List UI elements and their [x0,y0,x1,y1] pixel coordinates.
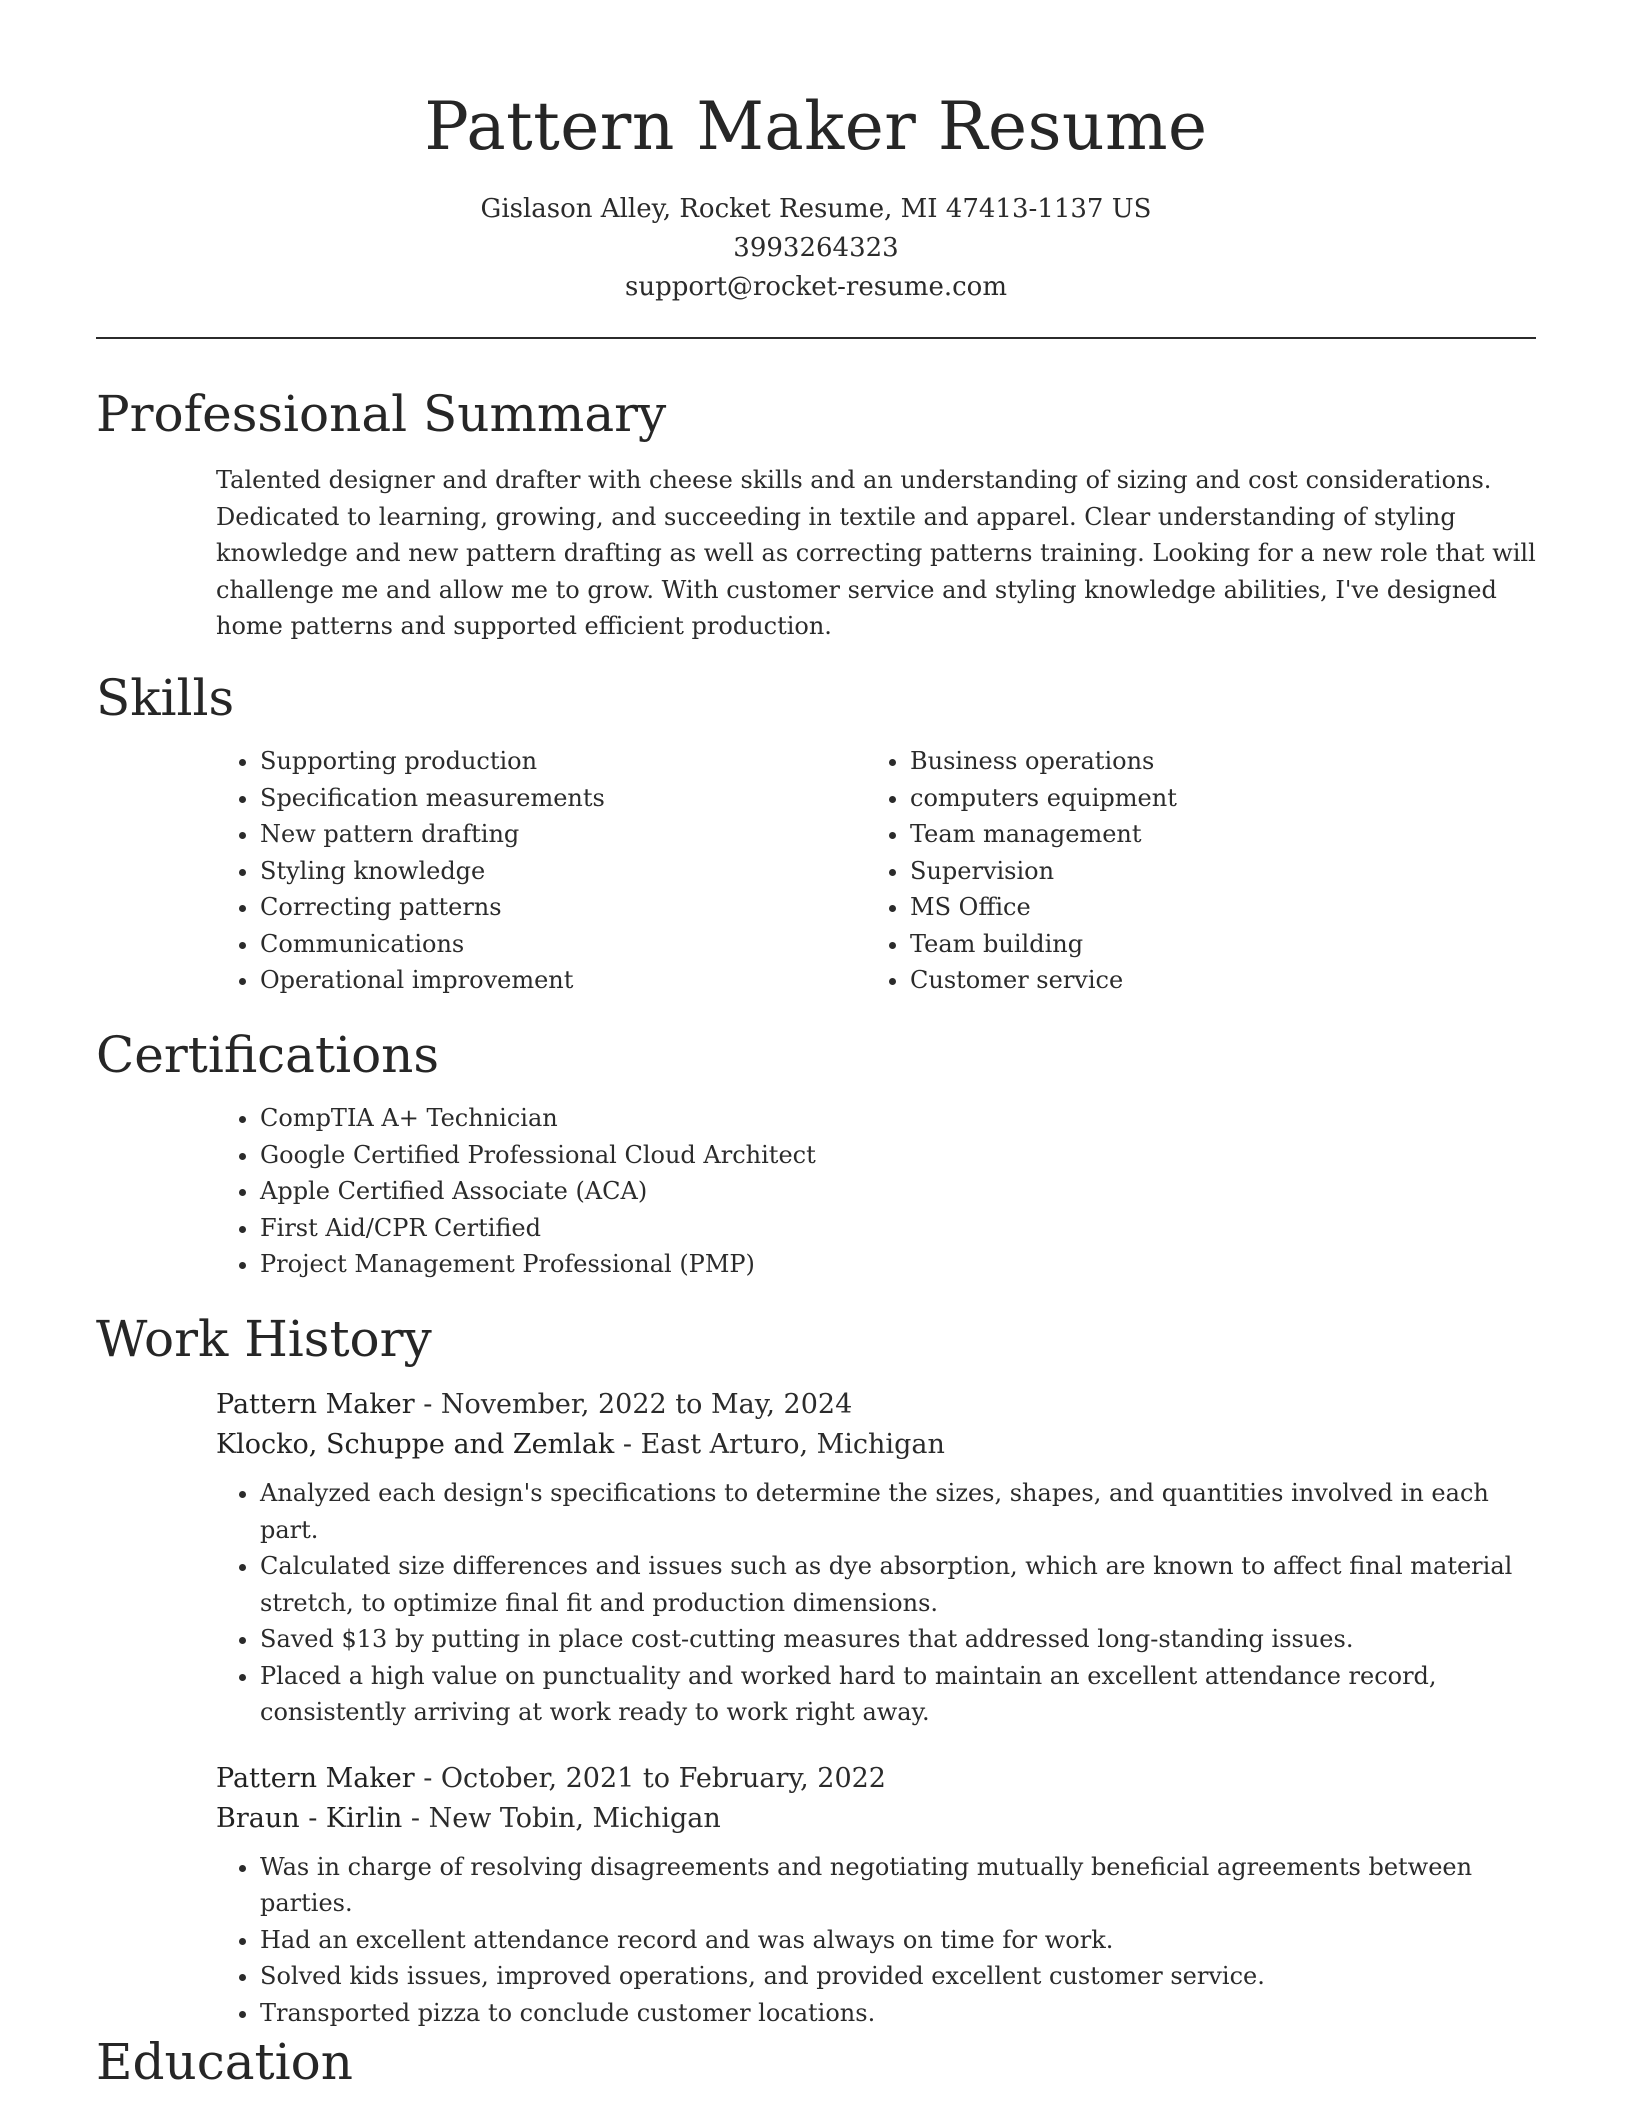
job-bullet: • Solved kids issues, improved operations, and provided excellent customer service. [260,1958,1536,1995]
skill-item: • Communications [260,926,866,963]
certification-item: • CompTIA A+ Technician [260,1100,1536,1137]
section-title-summary: Professional Summary [96,385,667,443]
job-bullet: • Saved $13 by putting in place cost-cutting measures that addressed long-standing issues. [260,1621,1536,1658]
skills-section [96,666,1536,999]
phone: 3993264323 [733,233,899,263]
job-bullets [216,1475,1536,1731]
section-title-work-history: Work History [96,1310,432,1368]
summary-text: Talented designer and drafter with cheese skills and an understanding of sizing and cost considerations. Dedicated to learning, growing, and succeeding in textile and apparel. Clear understanding of styling knowledge and new pattern drafting as well as correcting patterns training. Looking for a new role that will challenge me and allow me to grow. With customer service and styling knowledge abilities, I've designed home patterns and supported efficient production. [216,466,1536,640]
job-company: Braun - Kirlin [216,1802,403,1834]
skill-item: • Team building [910,926,1516,963]
section-title-education: Education [96,2033,353,2091]
job-dates: - November, 2022 to May, 2024 [414,1389,853,1420]
skill-item: • Operational improvement [260,962,866,999]
job-company: Klocko, Schuppe and Zemlak [216,1429,615,1460]
certification-item: • Google Certified Professional Cloud Architect [260,1137,1536,1174]
job-dates: - October, 2021 to February, 2022 [414,1762,886,1794]
skill-item: • Styling knowledge [260,853,866,890]
job-location: - East Arturo, Michigan [614,1429,945,1460]
skill-item: • New pattern drafting [260,816,866,853]
section-title-certifications: Certifications [96,1026,440,1084]
certifications-section [96,1023,1536,1283]
contact-info [96,190,1536,307]
education-section [96,2030,1536,2094]
certification-item: • First Aid/CPR Certified [260,1210,1536,1247]
job-bullet: • Transported pizza to conclude customer locations. [260,1995,1536,2032]
skill-item: • Specification measurements [260,780,866,817]
certification-item: • Project Management Professional (PMP) [260,1246,1536,1283]
resume-title: Pattern Maker Resume [424,88,1208,165]
certification-item: • Apple Certified Associate (ACA) [260,1173,1536,1210]
job-entry [216,1759,1536,2032]
job-company-line [216,1799,1536,1839]
job-bullet: • Placed a high value on punctuality and worked hard to maintain an excellent attendance record, consistently arriving at work ready to work right away. [260,1658,1536,1731]
summary-section [96,382,1536,645]
skill-item: • Supporting production [260,743,866,780]
address: Gislason Alley, Rocket Resume, MI 47413-1137 US [480,194,1152,224]
job-location: - New Tobin, Michigan [402,1802,721,1834]
job-role: Pattern Maker [216,1762,415,1794]
skills-columns [216,743,1536,999]
certifications-list [216,1100,1536,1283]
job-role-line [216,1759,1536,1799]
skills-list-left [216,743,866,999]
skill-item: • Business operations [910,743,1516,780]
job-entry [216,1385,1536,1731]
job-bullets [216,1849,1536,2032]
skill-item: • Customer service [910,962,1516,999]
job-role: Pattern Maker [216,1389,415,1420]
header-divider [96,337,1536,339]
work-history-section [96,1307,1536,2031]
email: support@rocket-resume.com [624,272,1007,302]
job-company-line [216,1425,1536,1465]
job-bullet: • Was in charge of resolving disagreements and negotiating mutually beneficial agreements between parties. [260,1849,1536,1922]
skills-list-right [866,743,1516,999]
resume-header [96,0,1536,339]
job-bullet: • Analyzed each design's specifications to determine the sizes, shapes, and quantities involved in each part. [260,1475,1536,1548]
skill-item: • MS Office [910,889,1516,926]
skill-item: • Supervision [910,853,1516,890]
job-role-line [216,1385,1536,1425]
section-title-skills: Skills [96,669,235,727]
skill-item: • Correcting patterns [260,889,866,926]
skill-item: • computers equipment [910,780,1516,817]
job-bullet: • Had an excellent attendance record and was always on time for work. [260,1922,1536,1959]
skill-item: • Team management [910,816,1516,853]
job-bullet: • Calculated size differences and issues such as dye absorption, which are known to affect final material stretch, to optimize final fit and production dimensions. [260,1548,1536,1621]
